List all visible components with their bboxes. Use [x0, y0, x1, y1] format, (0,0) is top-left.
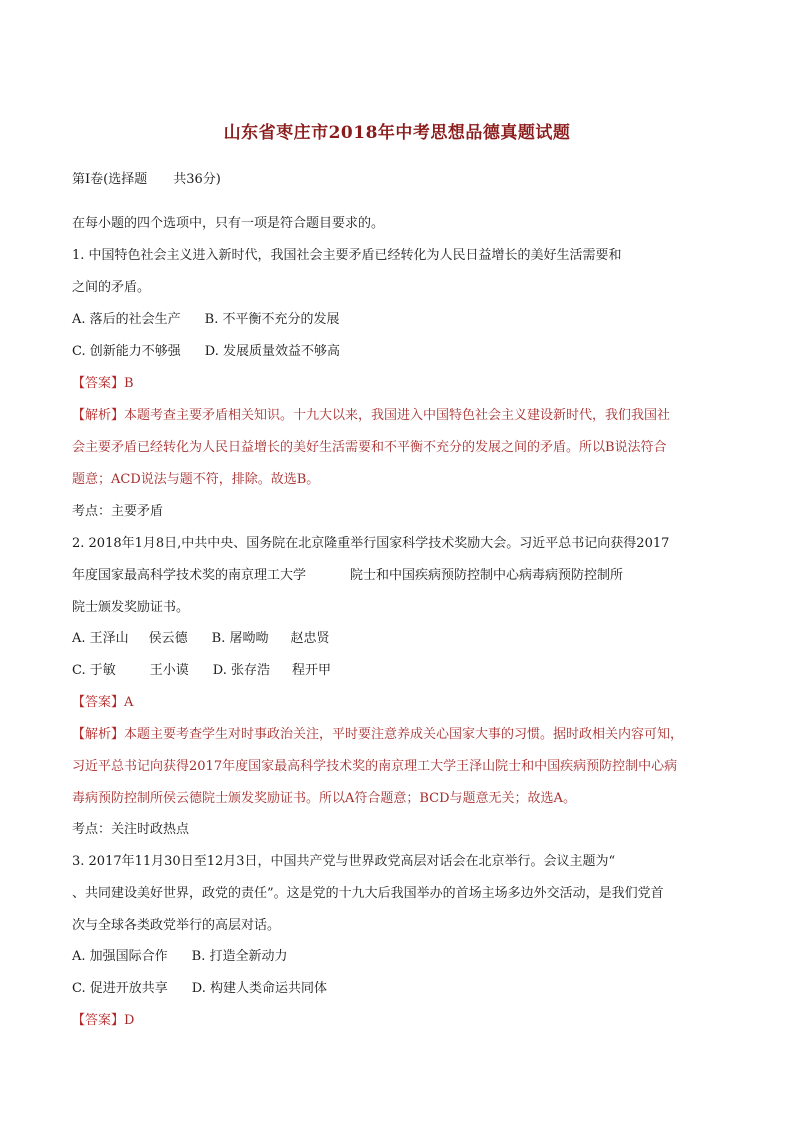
q1-analysis-text1: 本题考查主要矛盾相关知识。十九大以来，我国进入中国特色社会主义建设新时代，我们我国社 [124, 408, 671, 423]
q3-option-c: C. 促进开放共享 [72, 981, 168, 996]
q2-option-d1: D. 张存浩 [212, 663, 270, 678]
q2-option-a1: A. 王泽山 [72, 631, 129, 646]
section-score: 共36分) [173, 172, 221, 187]
q2-options-row2 [72, 662, 331, 680]
q3-answer-value: D [124, 1013, 135, 1028]
q2-options-row1 [72, 630, 330, 648]
q1-analysis-line1 [72, 407, 670, 425]
q1-options-row1 [72, 311, 339, 329]
q3-options-row1 [72, 948, 287, 966]
q2-analysis-line1 [72, 726, 683, 744]
q1-stem-line2: 之间的矛盾。 [72, 280, 151, 295]
document-title: 山东省枣庄市2018年中考思想品德真题试题 [223, 123, 571, 143]
q2-stem-line1: 2. 2018年1月8日,中共中央、国务院在北京隆重举行国家科学技术奖励大会。习近平总书记向获得2017 [72, 536, 670, 551]
q2-option-b1: B. 屠呦呦 [211, 631, 269, 646]
q1-answer [72, 375, 134, 393]
q2-option-d2: 程开甲 [292, 663, 332, 678]
instructions: 在每小题的四个选项中，只有一项是符合题目要求的。 [72, 216, 385, 231]
q1-option-b: B. 不平衡不充分的发展 [204, 312, 340, 327]
q3-stem-line1: 3. 2017年11月30日至12月3日，中国共产党与世界政党高层对话会在北京举行。会议主题为“ [72, 854, 616, 869]
q2-option-c2: 王小谟 [149, 663, 189, 678]
q3-option-a: A. 加强国际合作 [72, 949, 168, 964]
q1-option-d: D. 发展质量效益不够高 [204, 344, 340, 359]
q1-answer-value: B [124, 376, 134, 391]
q3-stem-line3: 次与全球各类政党举行的高层对话。 [72, 918, 281, 933]
q2-stem-line3: 院士颁发奖励证书。 [72, 600, 190, 615]
q1-analysis-line3: 题意；ACD说法与题不符，排除。故选B。 [72, 472, 320, 487]
q3-answer-label: 【答案】 [72, 1013, 125, 1028]
q3-stem-line2: 、共同建设美好世界，政党的责任”。这是党的十九大后我国举办的首场主场多边外交活动，是我们党首 [72, 886, 664, 901]
q1-option-a: A. 落后的社会生产 [72, 312, 181, 327]
q3-option-d: D. 构建人类命运共同体 [191, 981, 327, 996]
q2-point: 考点：关注时政热点 [72, 822, 190, 837]
q2-analysis-line2: 习近平总书记向获得2017年度国家最高科学技术奖的南京理工大学王泽山院士和中国疾病预防控制中心病 [72, 759, 678, 774]
q2-option-c1: C. 于敏 [72, 663, 116, 678]
q2-stem-line2 [72, 567, 623, 585]
q1-stem-line1: 1. 中国特色社会主义进入新时代，我国社会主要矛盾已经转化为人民日益增长的美好生活需要和 [72, 248, 622, 263]
q2-analysis-label: 【解析】 [72, 727, 125, 742]
q2-stem-line2a: 年度国家最高科学技术奖的南京理工大学 [72, 568, 307, 583]
q1-answer-label: 【答案】 [72, 376, 125, 391]
q2-stem-line2b: 院士和中国疾病预防控制中心病毒病预防控制所 [350, 568, 624, 583]
q2-answer-label: 【答案】 [72, 695, 125, 710]
q2-option-a2: 侯云德 [148, 631, 188, 646]
q3-option-b: B. 打造全新动力 [191, 949, 288, 964]
q2-analysis-line3: 毒病预防控制所侯云德院士颁发奖励证书。所以A符合题意；BCD与题意无关；故选A。 [72, 791, 576, 806]
q2-answer-value: A [124, 695, 134, 710]
section-part: 第Ⅰ卷(选择题 [72, 172, 148, 187]
q3-answer [72, 1012, 134, 1030]
q2-option-b2: 赵忠贤 [290, 631, 330, 646]
q1-analysis-line2: 会主要矛盾已经转化为人民日益增长的美好生活需要和不平衡不充分的发展之间的矛盾。所以B说法符合 [72, 440, 667, 455]
q3-options-row2 [72, 980, 327, 998]
section-header [72, 171, 221, 189]
q1-options-row2 [72, 343, 340, 361]
q1-analysis-label: 【解析】 [72, 408, 125, 423]
q2-analysis-text1: 本题主要考查学生对时事政治关注，平时要注意养成关心国家大事的习惯。据时政相关内容可知， [124, 727, 684, 742]
q1-option-c: C. 创新能力不够强 [72, 344, 181, 359]
q1-point: 考点：主要矛盾 [72, 504, 164, 519]
q2-answer [72, 694, 133, 712]
